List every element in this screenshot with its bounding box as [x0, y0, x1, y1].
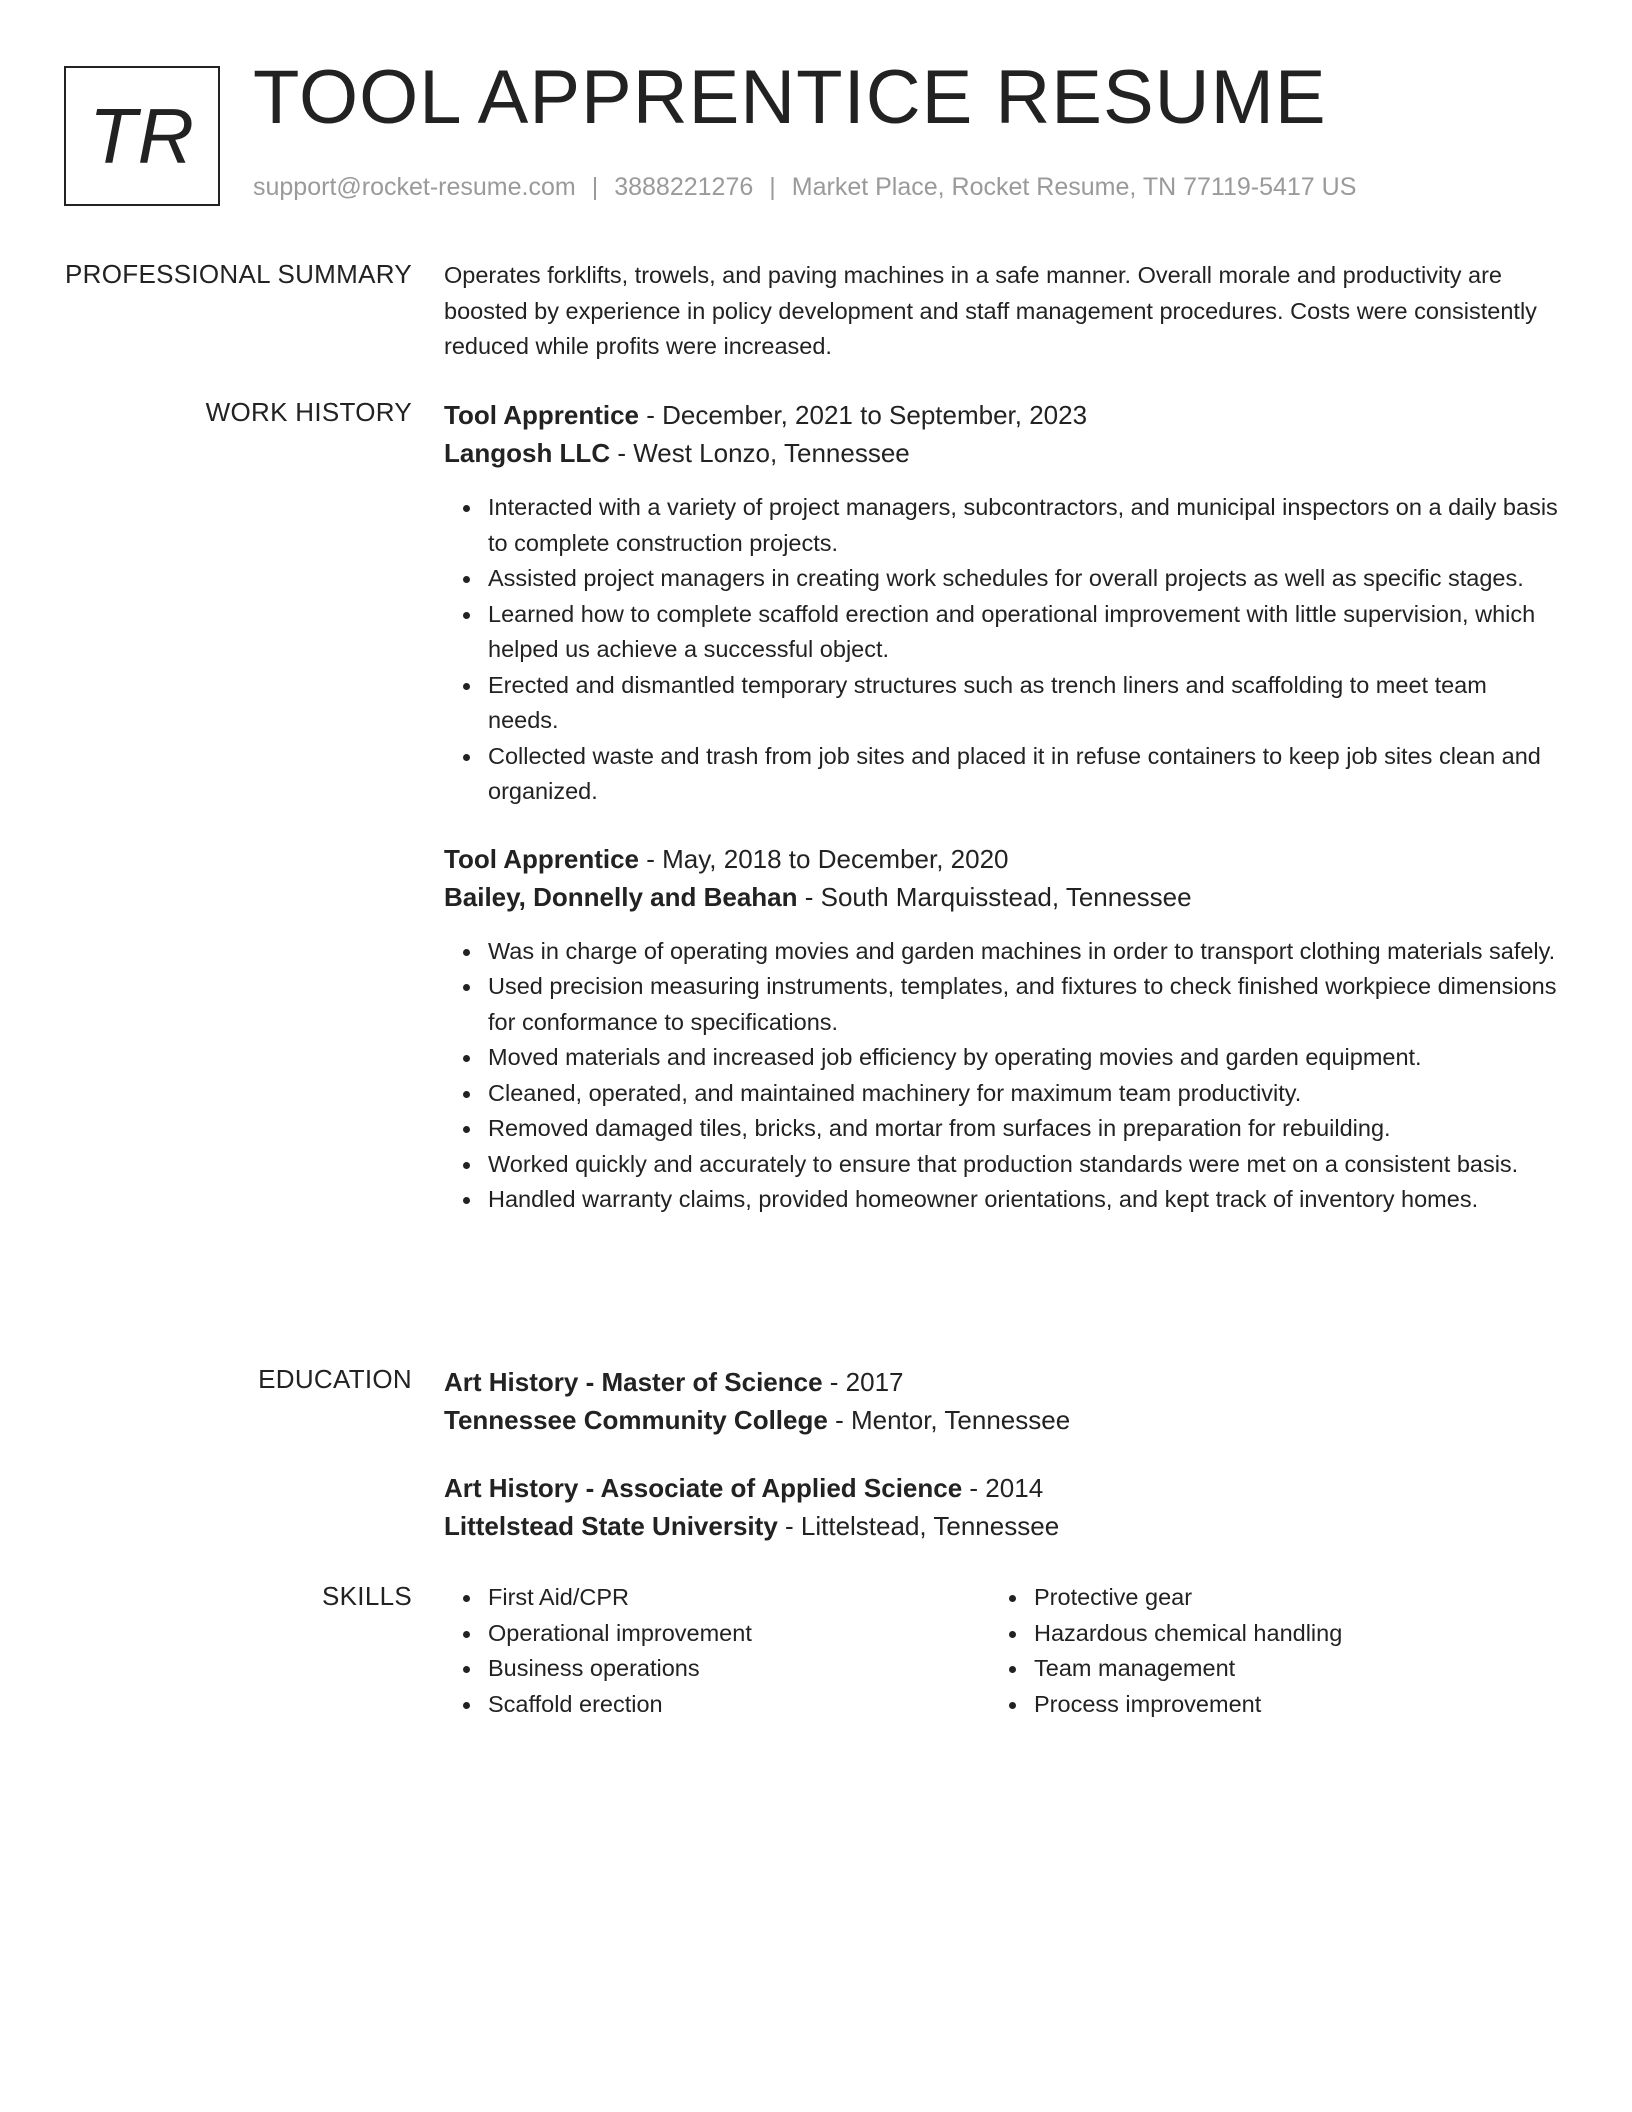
skill-item: Process improvement — [1034, 1687, 1536, 1723]
education-school: Littelstead State University — [444, 1511, 778, 1541]
job-duty-item: Moved materials and increased job efficiency by operating movies and garden equipment. — [488, 1040, 1560, 1076]
resume-title: TOOL APPRENTICE RESUME — [253, 55, 1327, 140]
education-school: Tennessee Community College — [444, 1405, 828, 1435]
education-location: - Mentor, Tennessee — [827, 1405, 1071, 1435]
work-history-body — [444, 396, 1560, 1218]
section-heading-skills: SKILLS — [322, 1581, 412, 1611]
skills-columns — [444, 1580, 1560, 1722]
education-school-line — [444, 1507, 1560, 1545]
section-heading-work-history: WORK HISTORY — [205, 397, 412, 427]
monogram-initials: TR — [89, 92, 195, 180]
skill-item: Team management — [1034, 1651, 1536, 1687]
job-duties-list — [444, 490, 1560, 810]
education-year: - 2014 — [962, 1473, 1044, 1503]
contact-email[interactable]: support@rocket-resume.com — [253, 173, 576, 201]
skills-list-left — [444, 1580, 990, 1722]
job-duty-item: Learned how to complete scaffold erection and operational improvement with little supervision, which helped us achieve a successful object. — [488, 597, 1560, 668]
contact-address: Market Place, Rocket Resume, TN 77119-5417 US — [791, 173, 1357, 201]
job-location: - South Marquisstead, Tennessee — [797, 881, 1192, 912]
skills-body — [444, 1580, 1560, 1722]
education-degree-line — [444, 1469, 1560, 1507]
education-location: - Littelstead, Tennessee — [777, 1511, 1060, 1541]
skill-item: Hazardous chemical handling — [1034, 1616, 1536, 1652]
job-dates: - May, 2018 to December, 2020 — [639, 843, 1009, 874]
job-title-line — [444, 840, 1560, 878]
job-title-line — [444, 396, 1560, 434]
job-company: Langosh LLC — [444, 438, 611, 468]
job-duty-item: Worked quickly and accurately to ensure that production standards were met on a consistent basis. — [488, 1147, 1560, 1183]
job-entry — [444, 396, 1560, 810]
job-duty-item: Was in charge of operating movies and garden machines in order to transport clothing materials safely. — [488, 934, 1560, 970]
job-duty-item: Interacted with a variety of project managers, subcontractors, and municipal inspectors on a daily basis to complete construction projects. — [488, 490, 1560, 561]
job-duty-item: Erected and dismantled temporary structures such as trench liners and scaffolding to meet team needs. — [488, 668, 1560, 739]
job-location: - West Lonzo, Tennessee — [610, 438, 910, 468]
contact-separator: | — [769, 173, 776, 201]
job-duties-list — [444, 934, 1560, 1218]
education-degree-line — [444, 1363, 1560, 1401]
monogram-box — [64, 66, 220, 206]
summary-text: Operates forklifts, trowels, and paving machines in a safe manner. Overall morale and productivity are boosted by experience in policy development and staff management procedures. Costs were consistently reduced while profits were increased. — [444, 262, 1537, 359]
education-degree: Art History - Master of Science — [444, 1367, 823, 1397]
job-duty-item: Cleaned, operated, and maintained machinery for maximum team productivity. — [488, 1076, 1560, 1112]
job-company-line — [444, 878, 1560, 916]
job-duty-item: Collected waste and trash from job sites and placed it in refuse containers to keep job sites clean and organized. — [488, 739, 1560, 810]
job-duty-item: Used precision measuring instruments, templates, and fixtures to check finished workpiece dimensions for conformance to specifications. — [488, 969, 1560, 1040]
contact-phone[interactable]: 3888221276 — [614, 173, 754, 201]
education-body — [444, 1363, 1560, 1545]
job-title: Tool Apprentice — [444, 400, 639, 430]
job-dates: - December, 2021 to September, 2023 — [639, 400, 1088, 430]
job-title: Tool Apprentice — [444, 843, 639, 874]
skill-item: Protective gear — [1034, 1580, 1536, 1616]
job-company-line — [444, 434, 1560, 472]
section-heading-education: EDUCATION — [258, 1364, 412, 1394]
skill-item: Business operations — [488, 1651, 990, 1687]
education-year: - 2017 — [822, 1367, 904, 1397]
skill-item: Scaffold erection — [488, 1687, 990, 1723]
job-duty-item: Removed damaged tiles, bricks, and mortar from surfaces in preparation for rebuilding. — [488, 1111, 1560, 1147]
job-duty-item: Assisted project managers in creating work schedules for overall projects as well as specific stages. — [488, 561, 1560, 597]
education-school-line — [444, 1401, 1560, 1439]
section-heading-summary: PROFESSIONAL SUMMARY — [65, 259, 412, 289]
education-degree: Art History - Associate of Applied Science — [444, 1473, 963, 1503]
job-entry — [444, 840, 1560, 1218]
job-duty-item: Handled warranty claims, provided homeowner orientations, and kept track of inventory homes. — [488, 1182, 1560, 1218]
skill-item: Operational improvement — [488, 1616, 990, 1652]
job-company: Bailey, Donnelly and Beahan — [444, 881, 798, 912]
contact-separator: | — [591, 173, 599, 201]
summary-body — [444, 258, 1560, 365]
contact-line — [253, 172, 1356, 202]
skill-item: First Aid/CPR — [488, 1580, 990, 1616]
education-entry — [444, 1469, 1560, 1545]
skills-list-right — [990, 1580, 1536, 1722]
education-entry — [444, 1363, 1560, 1439]
